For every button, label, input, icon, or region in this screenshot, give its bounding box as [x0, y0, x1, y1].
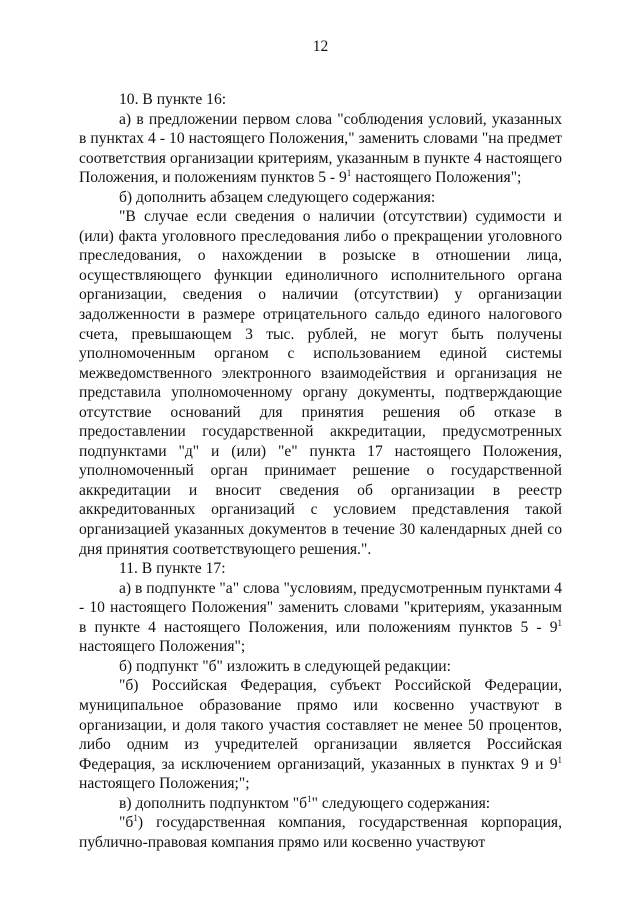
paragraph-subitem-b: б) дополнить абзацем следующего содержания: — [119, 188, 436, 206]
paragraph-quoted-b1: "$б^1$) государственная компания, государственная корпорация, публично-правовая компания прямо или косвенно участвуют — [79, 813, 562, 851]
paragraph-subitem-a-17: а) в подпункте "а" слова "условиям, предусмотренным пунктами 4 - 10 настоящего Положения" заменить словами "критериям, указанным в пункте 4 настоящего Положения, или положениям пунктов $5 - 9^1$ настоящего Положения"; — [79, 579, 562, 656]
page-number: 12 — [312, 38, 329, 55]
paragraph-subitem-v: в) дополнить подпунктом "$б^1$" следующего содержания: — [119, 793, 491, 812]
paragraph-quoted-insert: "В случае если сведения о наличии (отсутствии) судимости и (или) факта уголовного преследования либо о прекращении уголовного преследования, о нахождении в розыске в отношении лица, осуществляющего функции единоличного исполнительного органа организации, сведения о наличии (отсутствии) у организации задолженности в размере отрицательного сальдо единого налогового счета, превышающем 3 тыс. рублей, не могут быть получены уполномоченным органом с использованием единой системы межведомственного электронного взаимодействия и организация не представила уполномоченному органу документы, подтверждающие отсутствие оснований для принятия решения об отказе в предоставлении государственной аккредитации, предусмотренных подпунктами "д" и (или) "е" пункта 17 настоящего Положения, уполномоченный орган принимает решение о государственной аккредитации и вносит сведения об организации в реестр аккредитованных организаций с условием представления такой организацией указанных документов в течение 30 календарных дней со дня принятия соответствующего решения.". — [79, 208, 562, 558]
paragraph-subitem-a: а) в предложении первом слова "соблюдения условий, указанных в пунктах 4 - 10 настоящего Положения," заменить словами "на предмет соответствия организации критериям, указанным в пункте 4 настоящего Положения, и положениям пунктов $5 - 9^1$ настоящего Положения"; — [79, 110, 562, 187]
paragraph-item-10: 10. В пункте 16: — [119, 91, 227, 108]
paragraph-quoted-b: "б) Российская Федерация, субъект Российской Федерации, муниципальное образование прямо или косвенно участвуют в организации, и доля такого участия составляет не менее 50 процентов, либо одним из учредителей организации является Российская Федерация, за исключением организаций, указанных в пунктах 9 и $9^1$ настоящего Положения;"; — [79, 677, 562, 793]
paragraph-subitem-b-17: б) подпункт "б" изложить в следующей редакции: — [119, 657, 451, 675]
paragraph-item-11: 11. В пункте 17: — [119, 560, 226, 578]
